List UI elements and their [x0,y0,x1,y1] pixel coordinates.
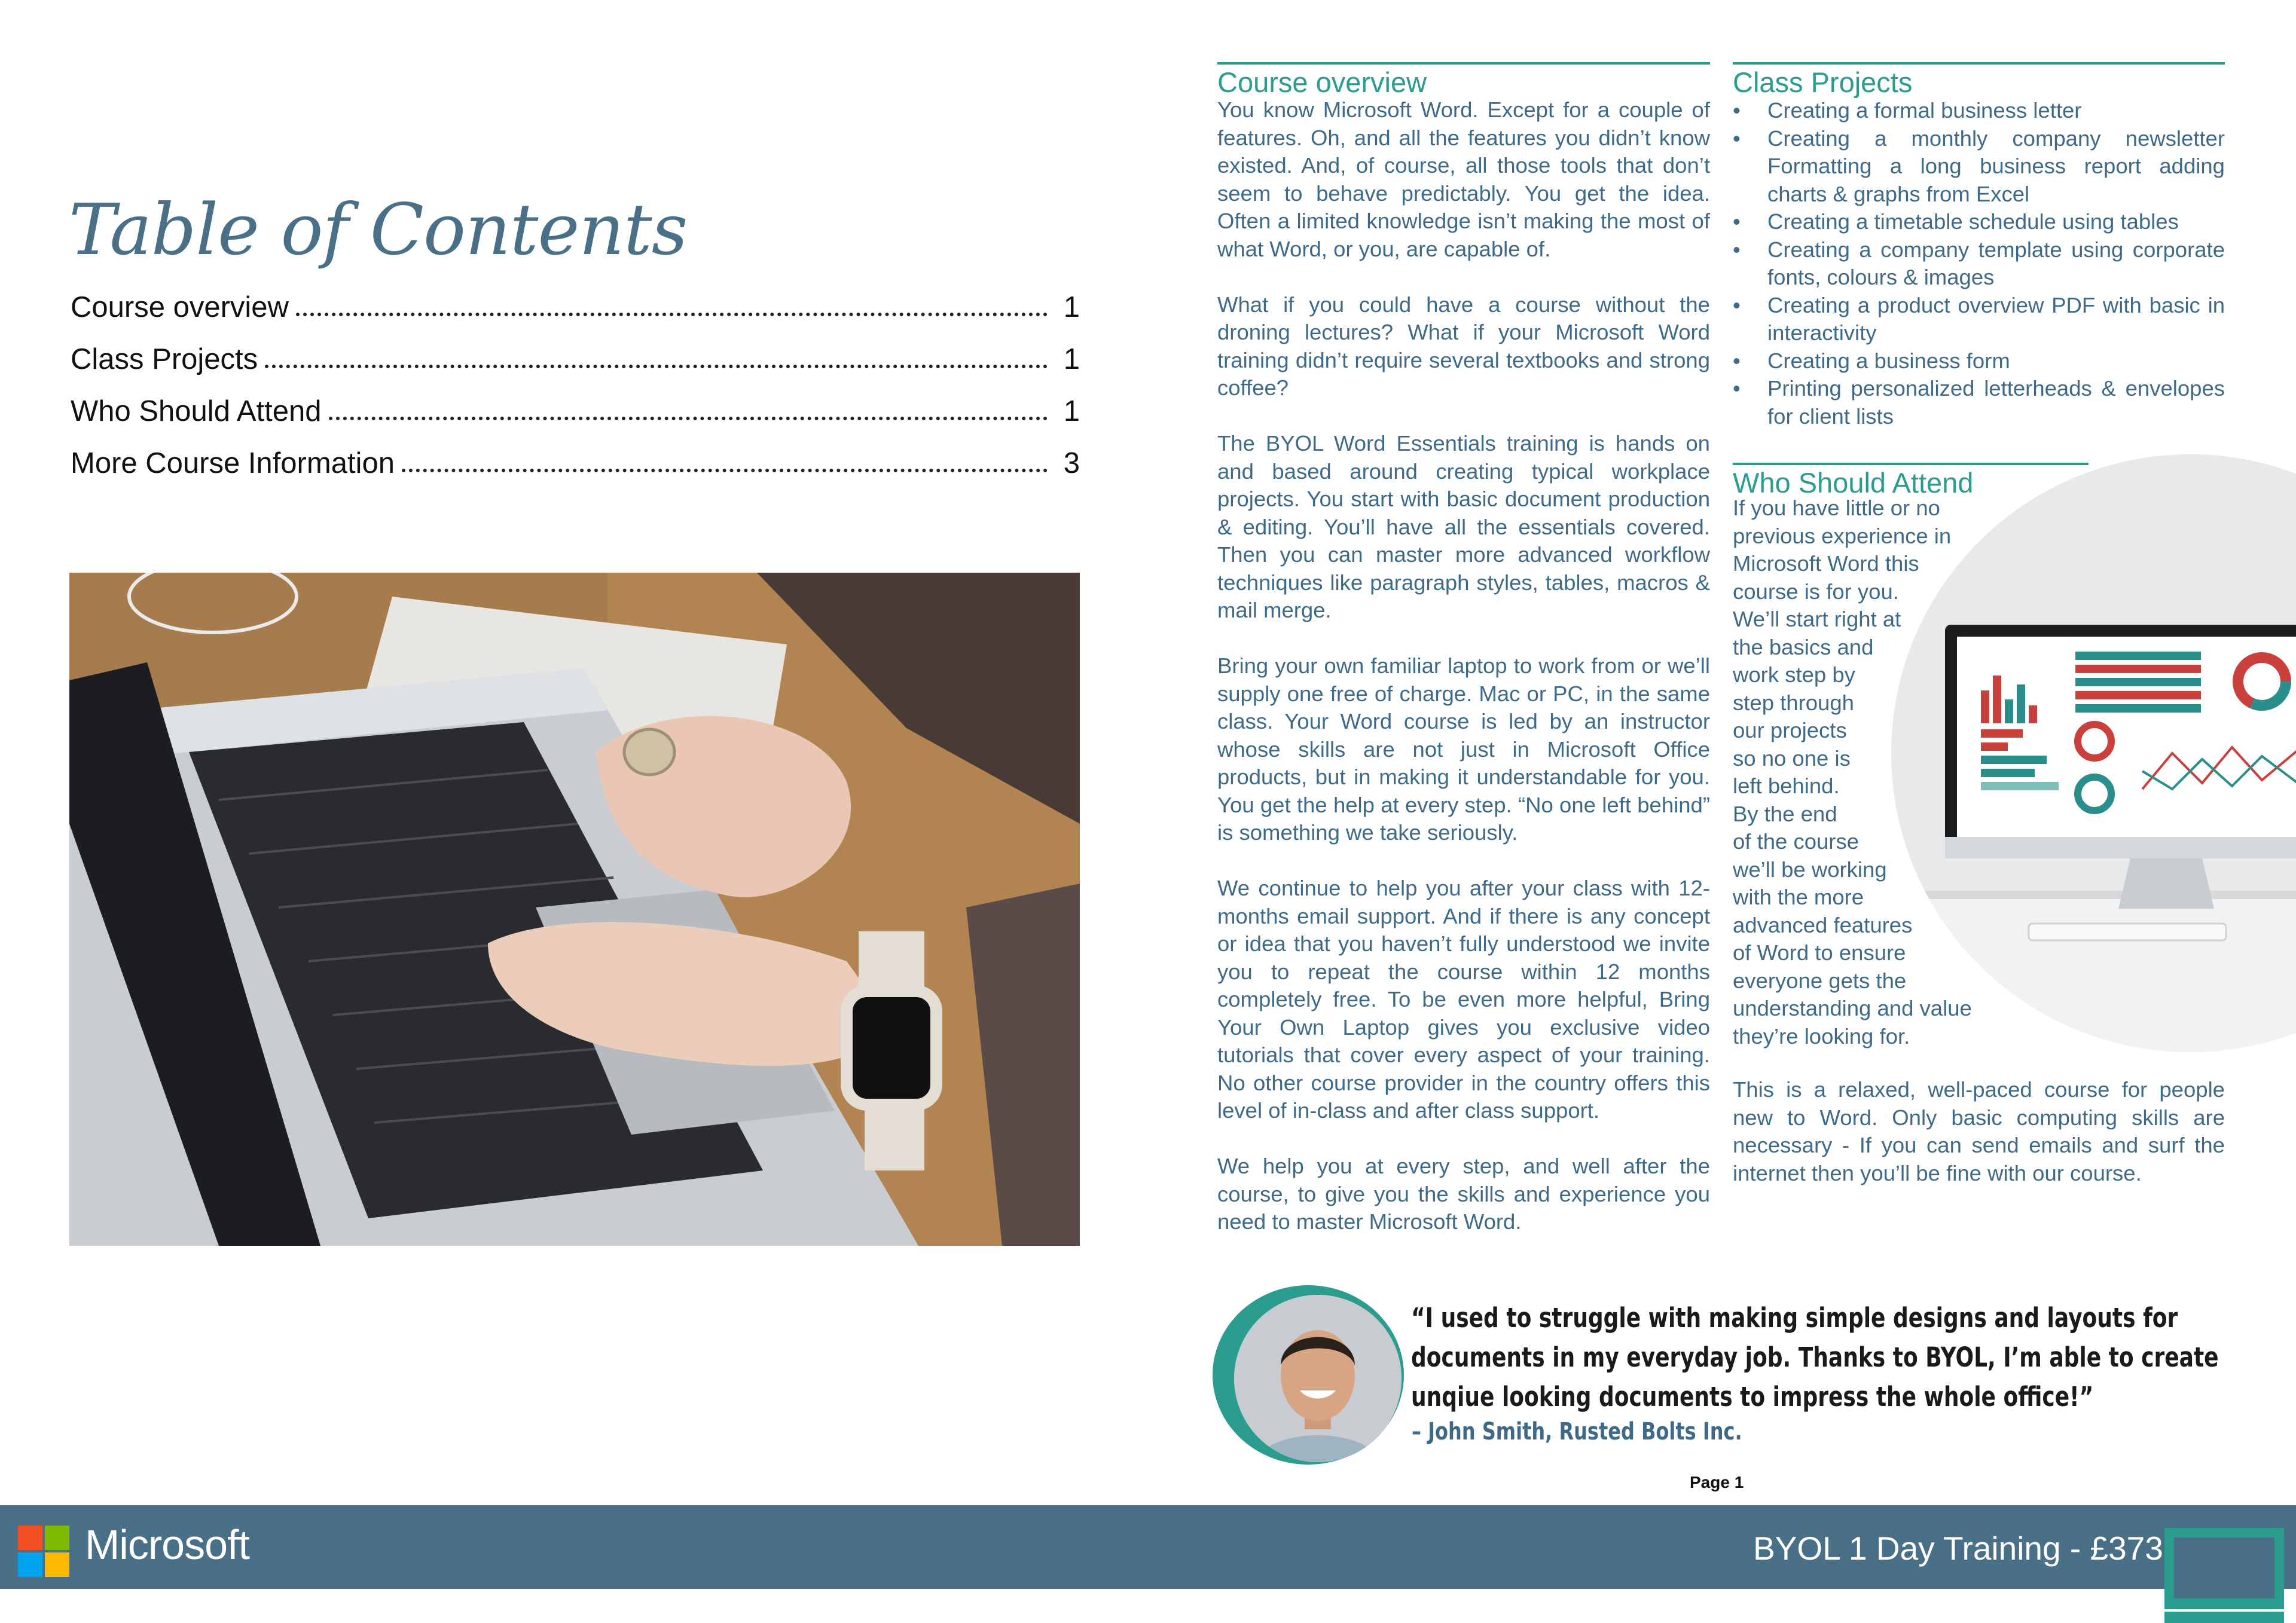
laptop-typing-photo [69,573,1080,1246]
list-item: • Creating a business form [1733,347,2225,375]
attend-line: By the end [1733,801,1837,826]
list-item: • Creating a formal business letter [1733,97,2225,125]
attend-line: We’ll start right at [1733,607,1901,631]
avatar [1234,1295,1402,1462]
overview-paragraph: We help you at every step, and well after the course, to give you the skills and experience you need to master Microsoft Word. [1217,1154,1710,1234]
testimonial-quote: “I used to struggle with making simple designs and layouts for documents in my everyday job. Thanks to BYOL, I’m able to create unqiue looking documents to impress the whole office!” [1411,1302,2219,1413]
overview-paragraph: What if you could have a course without the droning lectures? What if your Microsoft Word training didn’t require several textbooks and strong coffee? [1217,292,1710,400]
page-number: Page 1 [1690,1473,1744,1491]
toc-entry-more-course-information[interactable] [71,438,1080,480]
toc-entry-label: More Course Information [71,447,395,479]
attend-line: previous experience in [1733,523,1952,548]
course-overview-heading: Course overview [1217,62,1710,99]
attend-line: work step by [1733,662,1855,687]
attend-line: we’ll be working [1733,857,1887,882]
attend-line: Microsoft Word this [1733,551,1919,576]
list-item: • Creating a monthly company newsletter Formatting a long business report adding charts & graphs from Excel [1733,125,2225,209]
who-should-attend-heading: Who Should Attend [1733,463,2089,499]
attend-line: If you have little or no [1733,496,1940,520]
toc-entry-class-projects[interactable] [71,334,1080,376]
toc-leader-dots [265,365,1048,368]
toc-entry-label: Who Should Attend [71,395,322,427]
toc-entry-label: Class Projects [71,343,258,375]
class-projects-heading: Class Projects [1733,62,2225,99]
overview-paragraph: The BYOL Word Essentials training is hands on and based around creating typical workplace projects. You start with basic document production & editing. You’ll have all the essentials covered. Then you can master more advanced workflow techniques like paragraph styles, tables, macros & mail merge. [1217,431,1710,622]
list-item: • Creating a company template using corporate fonts, colours & images [1733,236,2225,292]
attend-line: understanding and value [1733,996,1972,1020]
class-projects-list [1733,97,2225,430]
toc-entry-page: 1 [1063,395,1080,427]
toc-entry-page: 1 [1063,343,1080,375]
toc-entry-label: Course overview [71,291,289,323]
overview-paragraph: You know Microsoft Word. Except for a couple of features. Oh, and all the features you didn’t know existed. And, of course, all those tools that don’t seem to behave predictably. You get the idea. Often a limited knowledge isn’t making the most of what Word, or you, are capable of. [1217,97,1710,261]
attend-line: the basics and [1733,634,1874,659]
attend-line: everyone gets the [1733,968,1907,993]
toc-leader-dots [402,469,1048,472]
toc-entry-page: 3 [1063,447,1080,479]
laptop-icon [2164,1528,2284,1623]
laptop-typing-illustration [69,573,1080,1246]
overview-paragraph: Bring your own familiar laptop to work from or we’ll supply one free of charge. Mac or PC, in the same class. Your Word course is led by an instructor whose skills are not just in Microsoft Office products, but in making it understandable for you. You get the help at every step. “No one left behind” is something we take seriously. [1217,653,1710,845]
overview-paragraph: We continue to help you after your class with 12-months email support. And if there is any concept or idea that you haven’t fully understood we invite you to repeat the course within 12 months completely free. To be even more helpful, Bring Your Own Laptop gives you exclusive video tutorials that cover every aspect of your training. No other course provider in the country offers this level of in-class and after class support. [1217,876,1710,1123]
training-price-label: BYOL 1 Day Training - £373 [1753,1530,2163,1567]
avatar-portrait [1234,1295,1402,1462]
attend-line: step through [1733,690,1854,715]
attend-line: with the more [1733,885,1864,909]
attend-line: of the course [1733,829,1860,854]
microsoft-logo-icon [18,1526,69,1577]
attend-line: course is for you. [1733,579,1899,604]
attend-line: so no one is [1733,745,1851,771]
toc-entry-course-overview[interactable] [71,282,1080,324]
list-item: • Creating a product overview PDF with basic in interactivity [1733,292,2225,347]
course-overview-body [1217,96,1710,1236]
toc-leader-dots [329,417,1048,420]
list-item: • Printing personalized letterheads & envelopes for client lists [1733,375,2225,430]
toc-entry-page: 1 [1063,291,1080,323]
attend-closing-paragraph: This is a relaxed, well-paced course for people new to Word. Only basic computing skills are necessary - If you can send emails and surf the internet then you’ll be fine with our course. [1733,1077,2225,1185]
list-item: • Creating a timetable schedule using tables [1733,208,2225,236]
attend-line: they’re looking for. [1733,1023,1910,1049]
testimonial-author: – John Smith, Rusted Bolts Inc. [1412,1418,1742,1445]
attend-line: of Word to ensure [1733,940,1906,965]
toc-entry-who-should-attend[interactable] [71,386,1080,428]
who-should-attend-body [1733,494,1996,1050]
attend-line: our projects [1733,718,1847,742]
microsoft-wordmark: Microsoft [85,1521,249,1568]
attend-line: advanced features [1733,912,1913,937]
toc-leader-dots [296,313,1048,316]
toc-title: Table of Contents [69,188,688,271]
attend-line: left behind. [1733,774,1840,798]
